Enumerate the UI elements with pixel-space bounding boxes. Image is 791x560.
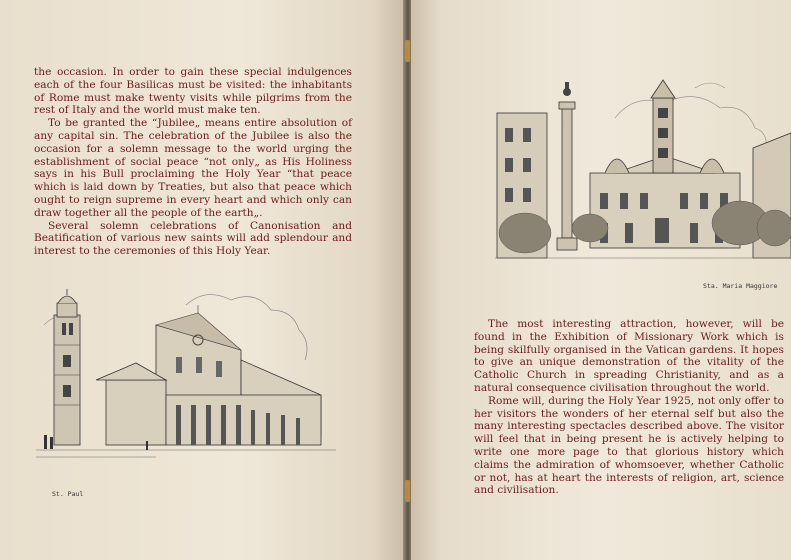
- right-paragraph-2: Rome will, during the Holy Year 1925, not only offer to her visitors the wonders of her eternal self but also the many interesting spectacles described above. The visitor will feel that in being present he is actively helping to write one more page to that glorious history which claims the admiration of whomsoever, whether Catholic or not, has at heart the interests of religion, art, science and civilisation.: [474, 394, 784, 497]
- st-paul-illustration: [36, 285, 336, 470]
- left-paragraph-3: Several solemn celebrations of Canonisation and Beatification of various new saints will add splendour and interest to the ceremonies of this Holy Year.: [34, 219, 352, 258]
- st-paul-caption: St. Paul: [52, 490, 84, 498]
- binding-stitch-top: [405, 40, 410, 62]
- binding-stitch-bottom: [405, 480, 410, 502]
- santa-maria-maggiore-caption: Sta. Maria Maggiore: [703, 282, 778, 290]
- right-text-block: [474, 318, 784, 497]
- left-text-block: [34, 66, 352, 258]
- santa-maria-maggiore-illustration: [495, 78, 791, 268]
- right-page: [411, 0, 791, 560]
- left-paragraph-2: To be granted the “Jubilee„ means entire absolution of any capital sin. The celebration of the Jubilee is also the occasion for a solemn message to the world urging the establishment of social peace “not only„ as His Holiness says in his Bull proclaiming the Holy Year “that peace which is laid down by Treaties, but also that peace which ought to reign supreme in every heart and which only can draw together all the people of the earth„.: [34, 117, 352, 219]
- right-paragraph-1: The most interesting attraction, however, will be found in the Exhibition of Missionary Work which is being skilfully organised in the Vatican gardens. It hopes to give an unique demonstration of the vitality of the Catholic Church in spreading Christianity, and as a natural consequence civilisation throughout the world.: [474, 318, 784, 394]
- left-paragraph-1: the occasion. In order to gain these special indulgences each of the four Basilicas must be visited: the inhabitants of Rome must make twenty visits while pilgrims from the rest of Italy and the world must make ten.: [34, 66, 352, 117]
